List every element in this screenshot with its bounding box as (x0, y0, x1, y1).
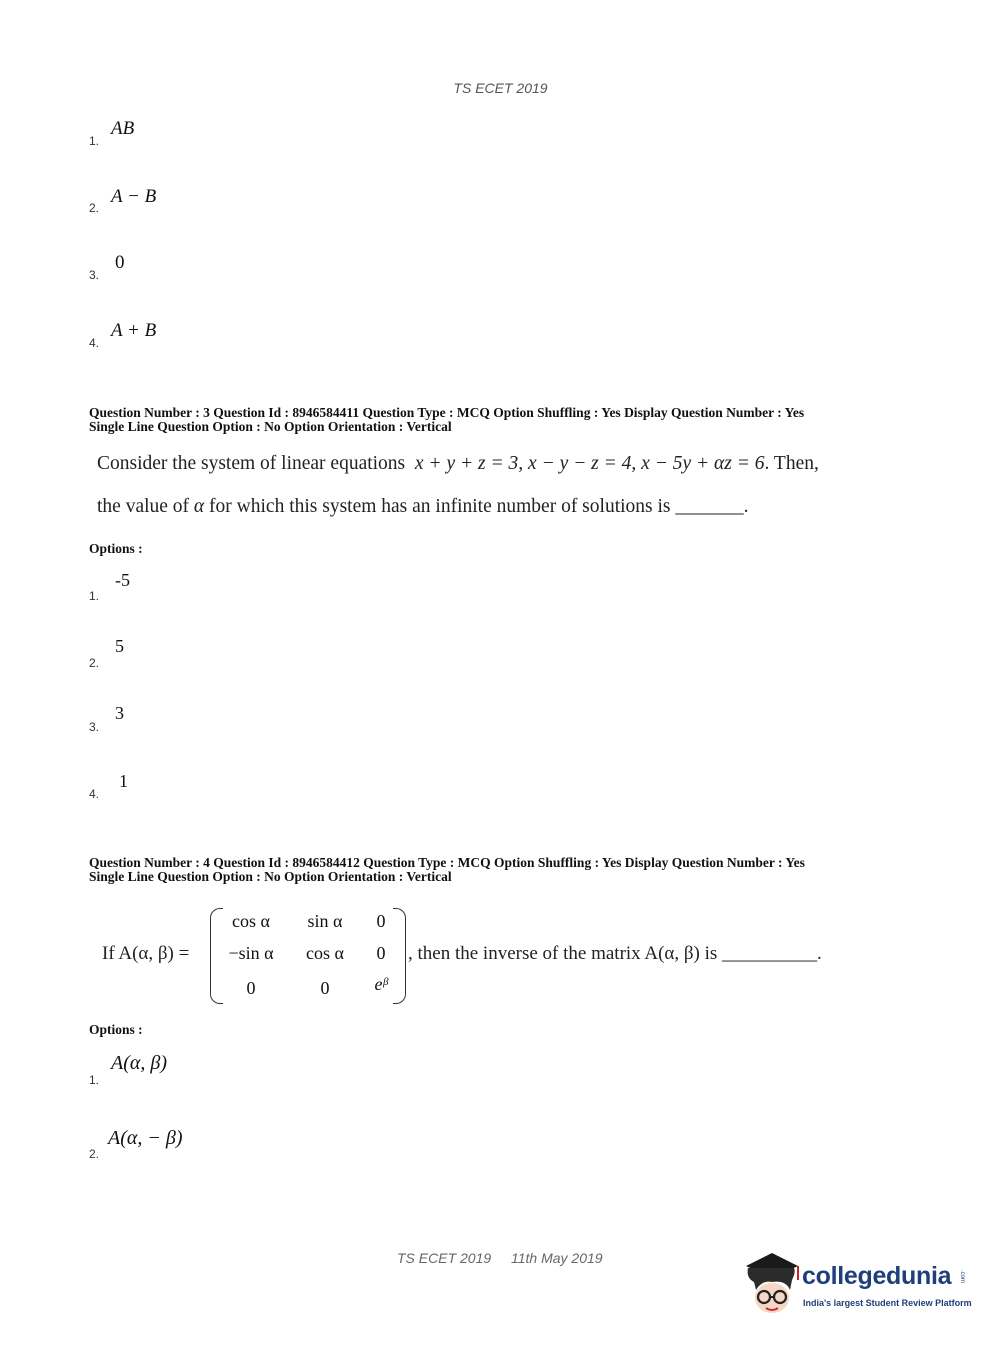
matrix-cell: −sin α (228, 943, 274, 963)
q4-option-number: 2. (89, 1147, 100, 1161)
collegedunia-logo (742, 1250, 972, 1322)
matrix-cell: 0 (376, 943, 386, 963)
q3-line1-text: Consider the system of linear equations (97, 453, 406, 474)
q3-line1-end: . Then, (764, 453, 819, 474)
q3-option-number: 4. (89, 787, 100, 801)
q3-line2-alpha: α (193, 496, 205, 517)
q4-option-number: 1. (89, 1073, 100, 1087)
q2-option-text: A − B (111, 186, 157, 207)
q3-line1-math: x + y + z = 3, x − y − z = 4, x − 5y + αz = 6 (414, 453, 765, 474)
q4-options-label: Options : (89, 1022, 143, 1037)
q3-option-text: 5 (115, 636, 124, 656)
q4-option-text: A(α, − β) (108, 1127, 183, 1149)
matrix-cell: 0 (376, 911, 386, 931)
q2-option-text: AB (111, 118, 135, 139)
matrix-cell: sin α (307, 911, 343, 931)
q4-matrix (210, 908, 406, 1004)
q3-line2-post: for which this system has an infinite number of solutions is _______. (209, 496, 749, 517)
footer-date: 11th May 2019 (511, 1250, 603, 1266)
footer-exam: TS ECET 2019 (397, 1250, 492, 1266)
q2-option-number: 3. (89, 268, 100, 282)
q2-option-number: 2. (89, 201, 100, 215)
matrix-cell: 0 (320, 978, 330, 998)
q2-option-text: A + B (111, 320, 157, 341)
q3-question-line1 (97, 453, 819, 475)
page-header: TS ECET 2019 (453, 80, 548, 96)
logo-name: collegedunia (802, 1262, 952, 1290)
q3-option-text: -5 (115, 570, 130, 590)
q3-question-line2 (97, 496, 749, 518)
q3-option-number: 1. (89, 589, 100, 603)
q3-meta-line1: Question Number : 3 Question Id : 8946584411 Question Type : MCQ Option Shuffling : Yes Display Question Number : Yes (89, 405, 805, 420)
q3-option-number: 3. (89, 720, 100, 734)
logo-tagline: India's largest Student Review Platform (803, 1298, 972, 1308)
q2-option-number: 1. (89, 134, 100, 148)
matrix-cell: cos α (232, 911, 270, 931)
q4-option-text: A(α, β) (111, 1052, 167, 1074)
mascot-icon (742, 1250, 802, 1320)
q2-option-text: 0 (115, 252, 125, 273)
q3-options-label: Options : (89, 541, 143, 556)
q2-option-number: 4. (89, 336, 100, 350)
q3-line2-pre: the value of (97, 496, 190, 517)
matrix-cell: eᵝ (374, 974, 388, 994)
matrix-cell: cos α (306, 943, 344, 963)
q4-lhs: If A(α, β) = (102, 943, 190, 964)
logo-com: .com (959, 1270, 965, 1284)
matrix-cell: 0 (246, 978, 256, 998)
q4-meta-line2: Single Line Question Option : No Option Orientation : Vertical (89, 869, 452, 884)
q3-option-number: 2. (89, 656, 100, 670)
q3-option-text: 3 (115, 703, 124, 723)
q4-rhs: , then the inverse of the matrix A(α, β) is __________. (408, 943, 822, 964)
q4-meta-line1: Question Number : 4 Question Id : 8946584412 Question Type : MCQ Option Shuffling : Yes Display Question Number : Yes (89, 855, 805, 870)
q3-meta-line2: Single Line Question Option : No Option Orientation : Vertical (89, 419, 452, 434)
q3-option-text: 1 (119, 771, 128, 791)
